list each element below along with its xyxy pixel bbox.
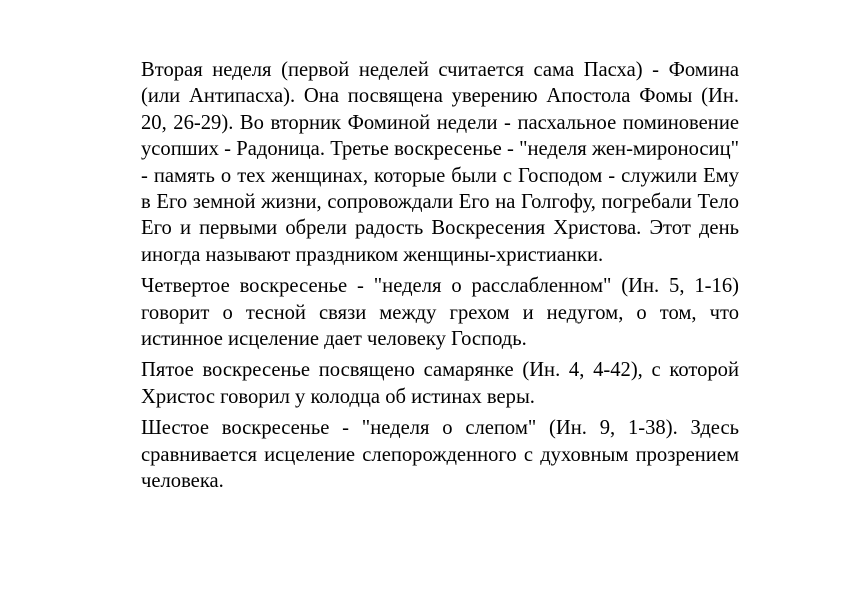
paragraph-sixth-sunday: Шестое воскресенье - "неделя о слепом" (Ин. 9, 1-38). Здесь сравнивается исцеление слепорожденного с духовным прозрением человека. bbox=[141, 417, 739, 493]
paragraph-second-week: Вторая неделя (первой неделей считается сама Пасха) - Фомина (или Антипасха). Она посвящена уверению Апостола Фомы (Ин. 20, 26-29). Во вторник Фоминой недели - пасхальное поминовение усопших - Радоница. Третье воскресенье - "неделя жен-мироносиц" - память о тех женщинах, которые были с Господом - служили Ему в Его земной жизни, сопровождали Его на Голгофу, погребали Тело Его и первыми обрели радость Воскресения Христова. Этот день иногда называют праздником женщины-христианки. bbox=[141, 59, 739, 266]
document-body bbox=[141, 57, 739, 500]
paragraph-fifth-sunday: Пятое воскресенье посвящено самарянке (Ин. 4, 4-42), с которой Христос говорил у колодца об истинах веры. bbox=[141, 359, 739, 408]
paragraph-fourth-sunday: Четвертое воскресенье - "неделя о расслабленном" (Ин. 5, 1-16) говорит о тесной связи между грехом и недугом, о том, что истинное исцеление дает человеку Господь. bbox=[141, 275, 739, 351]
